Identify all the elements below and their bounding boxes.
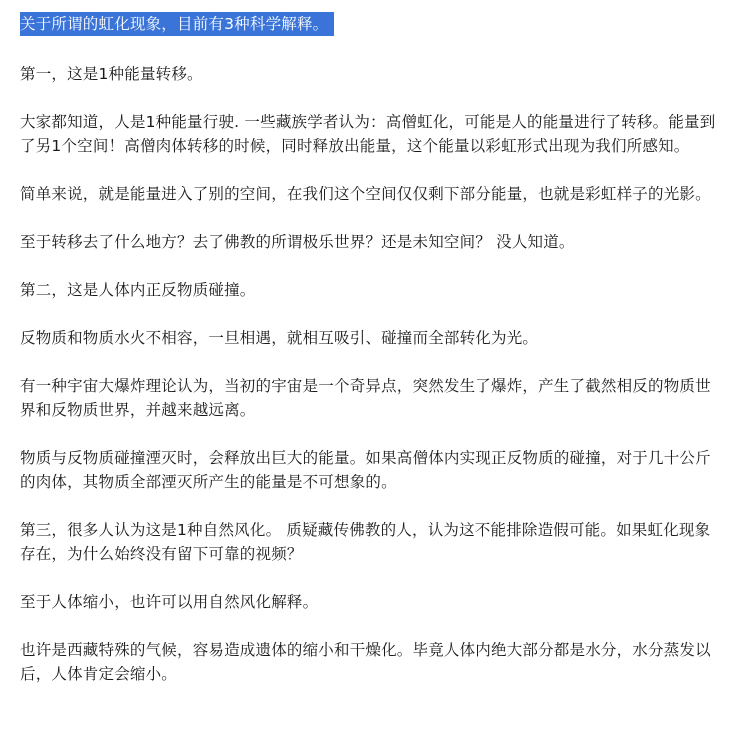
- paragraph-4: 至于转移去了什么地方？去了佛教的所谓极乐世界？还是未知空间？ 没人知道。: [20, 233, 575, 251]
- paragraph-6: 反物质和物质水火不相容，一旦相遇，就相互吸引、碰撞而全部转化为光。: [20, 329, 539, 347]
- paragraph-8: 物质与反物质碰撞湮灭时，会释放出巨大的能量。如果高僧体内实现正反物质的碰撞，对于几十公斤的肉体，其物质全部湮灭所产生的能量是不可想象的。: [20, 449, 711, 491]
- selected-text-highlight[interactable]: 关于所谓的虹化现象，目前有3种科学解释。: [20, 12, 334, 36]
- article-body: [20, 12, 720, 710]
- paragraph-2: 大家都知道，人是1种能量行驶. 一些藏族学者认为：高僧虹化，可能是人的能量进行了转移。能量到了另1个空间！高僧肉体转移的时候，同时释放出能量，这个能量以彩虹形式出现为我们所感知。: [20, 113, 716, 155]
- paragraph-10: 至于人体缩小，也许可以用自然风化解释。: [20, 593, 319, 611]
- paragraph-1: 第一，这是1种能量转移。: [20, 65, 203, 83]
- paragraph-11: 也许是西藏特殊的气候，容易造成遗体的缩小和干燥化。毕竟人体内绝大部分都是水分，水分蒸发以后，人体肯定会缩小。: [20, 641, 711, 683]
- paragraph-3: 简单来说，就是能量进入了别的空间，在我们这个空间仅仅剩下部分能量，也就是彩虹样子的光影。: [20, 185, 711, 203]
- paragraph-7: 有一种宇宙大爆炸理论认为，当初的宇宙是一个奇异点，突然发生了爆炸，产生了截然相反的物质世界和反物质世界，并越来越远离。: [20, 377, 711, 419]
- paragraph-5: 第二，这是人体内正反物质碰撞。: [20, 281, 256, 299]
- paragraph-9: 第三，很多人认为这是1种自然风化。 质疑藏传佛教的人，认为这不能排除造假可能。如果虹化现象存在，为什么始终没有留下可靠的视频？: [20, 521, 711, 563]
- selected-title-paragraph: [20, 12, 720, 36]
